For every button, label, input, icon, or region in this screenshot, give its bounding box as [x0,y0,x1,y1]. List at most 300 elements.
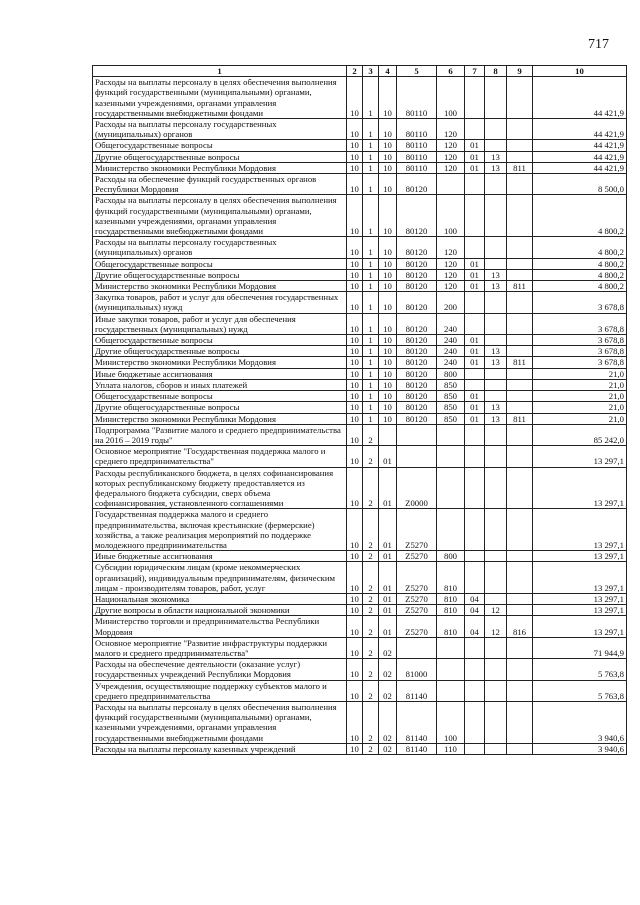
code-subsection-cell [485,637,507,658]
table-row [93,195,627,237]
code-direction-cell: 80120 [397,379,437,390]
code-subsection-cell: 13 [485,357,507,368]
code-program-cell: 10 [347,637,363,658]
code-section-cell [465,174,485,195]
code-subsection-cell [485,446,507,467]
code-subsection-cell [485,562,507,594]
code-section-cell [465,446,485,467]
code-subsection-cell: 13 [485,281,507,292]
code-subprogram-cell: 1 [363,413,379,424]
table-row [93,467,627,509]
code-subsection-cell [485,593,507,604]
code-program-cell: 10 [347,77,363,119]
code-expense-type-cell: 810 [437,593,465,604]
code-program-cell: 10 [347,391,363,402]
code-subsection-cell [485,292,507,313]
code-ministry-cell [507,637,533,658]
code-subprogram-cell: 2 [363,637,379,658]
table-row [93,402,627,413]
code-activity-cell: 01 [379,593,397,604]
code-expense-type-cell: 240 [437,335,465,346]
code-activity-cell: 01 [379,509,397,551]
code-expense-type-cell: 120 [437,119,465,140]
table-row [93,593,627,604]
code-direction-cell: 80120 [397,357,437,368]
code-ministry-cell [507,151,533,162]
code-subsection-cell [485,424,507,445]
code-expense-type-cell [437,446,465,467]
code-activity-cell: 10 [379,413,397,424]
code-activity-cell: 02 [379,701,397,743]
code-activity-cell: 10 [379,292,397,313]
code-activity-cell: 01 [379,562,397,594]
code-direction-cell: 81140 [397,680,437,701]
table-row [93,346,627,357]
code-activity-cell: 10 [379,391,397,402]
code-direction-cell: Z5270 [397,509,437,551]
code-program-cell: 10 [347,151,363,162]
code-section-cell [465,424,485,445]
code-ministry-cell [507,605,533,616]
code-ministry-cell [507,77,533,119]
code-activity-cell: 01 [379,616,397,637]
code-ministry-cell [507,258,533,269]
amount-cell: 4 800,2 [533,281,627,292]
code-direction-cell: 80120 [397,195,437,237]
code-direction-cell: 80110 [397,140,437,151]
code-ministry-cell [507,446,533,467]
code-section-cell: 01 [465,402,485,413]
code-ministry-cell [507,174,533,195]
code-ministry-cell [507,292,533,313]
code-expense-type-cell: 120 [437,151,465,162]
code-ministry-cell [507,140,533,151]
code-activity-cell: 10 [379,379,397,390]
code-program-cell: 10 [347,281,363,292]
row-name-cell: Общегосударственные вопросы [93,140,347,151]
code-ministry-cell [507,195,533,237]
code-ministry-cell [507,593,533,604]
code-section-cell [465,743,485,754]
table-row [93,77,627,119]
code-activity-cell: 02 [379,743,397,754]
code-expense-type-cell: 100 [437,701,465,743]
code-section-cell: 01 [465,140,485,151]
code-ministry-cell [507,659,533,680]
row-name-cell: Расходы республиканского бюджета, в целях софинансирования которых республиканскому бюджету предоставляется из федерального бюджета субсидии, сверх объема софинансирования, установленного соглашениями [93,467,347,509]
table-row [93,281,627,292]
row-name-cell: Другие общегосударственные вопросы [93,269,347,280]
code-direction-cell: Z5270 [397,593,437,604]
row-name-cell: Расходы на выплаты персоналу в целях обеспечения выполнения функций государственными (муниципальными) органами, казенными учреждениями, органами управления государственными внебюджетными фондами [93,77,347,119]
code-program-cell: 10 [347,593,363,604]
code-activity-cell: 10 [379,368,397,379]
code-direction-cell: Z0000 [397,467,437,509]
code-ministry-cell: 811 [507,357,533,368]
code-subprogram-cell: 2 [363,467,379,509]
code-expense-type-cell [437,424,465,445]
code-subprogram-cell: 2 [363,424,379,445]
code-subsection-cell [485,701,507,743]
code-direction-cell: 80110 [397,77,437,119]
table-row [93,562,627,594]
code-program-cell: 10 [347,701,363,743]
amount-cell: 3 678,8 [533,292,627,313]
code-ministry-cell [507,562,533,594]
code-ministry-cell [507,701,533,743]
code-direction-cell: Z5270 [397,616,437,637]
table-row [93,379,627,390]
code-direction-cell: 80120 [397,402,437,413]
table-row [93,368,627,379]
row-name-cell: Расходы на выплаты персоналу государственных (муниципальных) органов [93,119,347,140]
code-ministry-cell [507,680,533,701]
code-program-cell: 10 [347,368,363,379]
code-direction-cell: 80120 [397,313,437,334]
code-expense-type-cell: 100 [437,195,465,237]
table-row [93,701,627,743]
code-subsection-cell: 13 [485,151,507,162]
code-subprogram-cell: 1 [363,391,379,402]
amount-cell: 44 421,9 [533,162,627,173]
code-expense-type-cell [437,467,465,509]
code-activity-cell: 10 [379,151,397,162]
code-activity-cell: 10 [379,195,397,237]
code-subsection-cell [485,195,507,237]
amount-cell: 3 678,8 [533,357,627,368]
code-subprogram-cell: 1 [363,281,379,292]
code-ministry-cell [507,237,533,258]
code-subsection-cell [485,237,507,258]
code-subsection-cell [485,313,507,334]
code-expense-type-cell: 850 [437,413,465,424]
code-section-cell [465,237,485,258]
code-direction-cell: 81140 [397,743,437,754]
table-body [93,77,627,755]
code-expense-type-cell: 100 [437,77,465,119]
code-program-cell: 10 [347,467,363,509]
amount-cell: 44 421,9 [533,77,627,119]
table-row [93,140,627,151]
code-activity-cell: 10 [379,281,397,292]
code-subprogram-cell: 1 [363,237,379,258]
code-direction-cell [397,446,437,467]
table-row [93,357,627,368]
code-section-cell: 01 [465,346,485,357]
code-ministry-cell [507,368,533,379]
code-direction-cell: Z5270 [397,605,437,616]
code-activity-cell: 10 [379,237,397,258]
code-subsection-cell: 12 [485,616,507,637]
amount-cell: 13 297,1 [533,562,627,594]
code-section-cell [465,637,485,658]
table-row [93,258,627,269]
amount-cell: 4 800,2 [533,258,627,269]
row-name-cell: Министерство экономики Республики Мордовия [93,357,347,368]
table-row [93,743,627,754]
row-name-cell: Расходы на обеспечение функций государственных органов Республики Мордовия [93,174,347,195]
code-expense-type-cell: 120 [437,237,465,258]
row-name-cell: Другие общегосударственные вопросы [93,402,347,413]
table-row [93,151,627,162]
code-subprogram-cell: 1 [363,162,379,173]
amount-cell: 13 297,1 [533,605,627,616]
code-activity-cell: 10 [379,313,397,334]
row-name-cell: Основное мероприятие "Развитие инфраструктуры поддержки малого и среднего предпринимательства" [93,637,347,658]
code-ministry-cell [507,551,533,562]
row-name-cell: Учреждения, осуществляющие поддержку субъектов малого и среднего предпринимательства [93,680,347,701]
code-ministry-cell [507,335,533,346]
code-section-cell: 01 [465,357,485,368]
code-ministry-cell [507,424,533,445]
row-name-cell: Иные бюджетные ассигнования [93,368,347,379]
row-name-cell: Расходы на обеспечение деятельности (оказание услуг) государственных учреждений Республики Мордовия [93,659,347,680]
code-program-cell: 10 [347,140,363,151]
code-ministry-cell: 816 [507,616,533,637]
table-row [93,551,627,562]
code-section-cell: 04 [465,605,485,616]
table-row [93,680,627,701]
code-program-cell: 10 [347,413,363,424]
code-subsection-cell [485,509,507,551]
code-activity-cell: 10 [379,335,397,346]
code-section-cell [465,379,485,390]
table-row [93,269,627,280]
amount-cell: 4 800,2 [533,195,627,237]
code-subsection-cell [485,258,507,269]
code-section-cell: 01 [465,258,485,269]
code-activity-cell: 01 [379,446,397,467]
code-subprogram-cell: 2 [363,743,379,754]
code-ministry-cell [507,119,533,140]
code-program-cell: 10 [347,195,363,237]
code-expense-type-cell: 120 [437,162,465,173]
code-direction-cell: 80120 [397,413,437,424]
code-ministry-cell [507,391,533,402]
code-subprogram-cell: 2 [363,616,379,637]
code-expense-type-cell [437,680,465,701]
code-subprogram-cell: 2 [363,551,379,562]
code-ministry-cell [507,346,533,357]
header-cell: 3 [363,66,379,77]
code-subprogram-cell: 1 [363,402,379,413]
code-activity-cell: 10 [379,77,397,119]
code-direction-cell: 80110 [397,119,437,140]
table-row [93,391,627,402]
code-subsection-cell: 13 [485,269,507,280]
code-section-cell [465,659,485,680]
code-program-cell: 10 [347,509,363,551]
code-expense-type-cell: 110 [437,743,465,754]
code-program-cell: 10 [347,258,363,269]
code-subprogram-cell: 2 [363,659,379,680]
code-activity-cell: 02 [379,680,397,701]
header-cell: 8 [485,66,507,77]
code-subsection-cell [485,743,507,754]
row-name-cell: Основное мероприятие "Государственная поддержка малого и среднего предпринимательства" [93,446,347,467]
code-expense-type-cell: 120 [437,281,465,292]
table-row [93,335,627,346]
row-name-cell: Субсидии юридическим лицам (кроме некоммерческих организаций), индивидуальным предпринимателям, физическим лицам - производителям товаров, работ, услуг [93,562,347,594]
code-direction-cell: 80120 [397,391,437,402]
code-section-cell: 01 [465,151,485,162]
code-program-cell: 10 [347,551,363,562]
amount-cell: 3 940,6 [533,743,627,754]
code-subprogram-cell: 1 [363,269,379,280]
amount-cell: 13 297,1 [533,467,627,509]
code-subprogram-cell: 1 [363,77,379,119]
code-subprogram-cell: 1 [363,174,379,195]
amount-cell: 13 297,1 [533,616,627,637]
row-name-cell: Общегосударственные вопросы [93,258,347,269]
amount-cell: 5 763,8 [533,659,627,680]
code-ministry-cell [507,402,533,413]
code-program-cell: 10 [347,119,363,140]
code-ministry-cell [507,467,533,509]
code-activity-cell: 01 [379,605,397,616]
row-name-cell: Расходы на выплаты персоналу казенных учреждений [93,743,347,754]
amount-cell: 13 297,1 [533,593,627,604]
code-direction-cell: 80120 [397,292,437,313]
table-row [93,119,627,140]
code-direction-cell: 80120 [397,335,437,346]
code-subsection-cell [485,77,507,119]
table-row [93,313,627,334]
amount-cell: 13 297,1 [533,446,627,467]
code-subprogram-cell: 2 [363,593,379,604]
code-activity-cell: 10 [379,357,397,368]
code-expense-type-cell: 240 [437,313,465,334]
code-program-cell: 10 [347,743,363,754]
amount-cell: 13 297,1 [533,551,627,562]
code-section-cell: 04 [465,616,485,637]
code-subprogram-cell: 1 [363,119,379,140]
code-program-cell: 10 [347,174,363,195]
code-section-cell: 01 [465,269,485,280]
code-expense-type-cell [437,659,465,680]
amount-cell: 21,0 [533,413,627,424]
table-row [93,659,627,680]
code-subsection-cell [485,659,507,680]
code-subsection-cell [485,174,507,195]
code-section-cell: 01 [465,391,485,402]
code-subsection-cell [485,551,507,562]
code-expense-type-cell [437,637,465,658]
row-name-cell: Расходы на выплаты персоналу в целях обеспечения выполнения функций государственными (муниципальными) органами, казенными учреждениями, органами управления государственными внебюджетными фондами [93,701,347,743]
code-expense-type-cell: 240 [437,357,465,368]
row-name-cell: Уплата налогов, сборов и иных платежей [93,379,347,390]
code-activity-cell: 10 [379,346,397,357]
amount-cell: 3 678,8 [533,313,627,334]
code-subsection-cell [485,335,507,346]
header-cell: 4 [379,66,397,77]
header-cell: 6 [437,66,465,77]
code-section-cell [465,701,485,743]
code-program-cell: 10 [347,237,363,258]
code-ministry-cell: 811 [507,162,533,173]
code-activity-cell: 02 [379,637,397,658]
amount-cell: 3 678,8 [533,346,627,357]
code-expense-type-cell: 120 [437,258,465,269]
code-subprogram-cell: 1 [363,195,379,237]
code-subprogram-cell: 2 [363,701,379,743]
code-subprogram-cell: 2 [363,605,379,616]
table-row [93,413,627,424]
amount-cell: 5 763,8 [533,680,627,701]
code-program-cell: 10 [347,269,363,280]
code-activity-cell: 10 [379,269,397,280]
code-ministry-cell [507,379,533,390]
code-subprogram-cell: 1 [363,258,379,269]
code-section-cell [465,562,485,594]
code-section-cell [465,680,485,701]
code-activity-cell [379,424,397,445]
code-subprogram-cell: 1 [363,292,379,313]
row-name-cell: Иные бюджетные ассигнования [93,551,347,562]
code-section-cell [465,368,485,379]
code-direction-cell: 80110 [397,151,437,162]
amount-cell: 21,0 [533,379,627,390]
code-expense-type-cell: 810 [437,605,465,616]
amount-cell: 13 297,1 [533,509,627,551]
row-name-cell: Министерство торговли и предпринимательства Республики Мордовия [93,616,347,637]
row-name-cell: Подпрограмма "Развитие малого и среднего предпринимательства на 2016 – 2019 годы" [93,424,347,445]
header-row [93,66,627,77]
code-subprogram-cell: 1 [363,379,379,390]
code-section-cell [465,292,485,313]
row-name-cell: Закупка товаров, работ и услуг для обеспечения государственных (муниципальных) нужд [93,292,347,313]
row-name-cell: Другие общегосударственные вопросы [93,151,347,162]
code-section-cell: 01 [465,281,485,292]
amount-cell: 85 242,0 [533,424,627,445]
code-ministry-cell [507,743,533,754]
code-activity-cell: 10 [379,119,397,140]
code-direction-cell: 80120 [397,346,437,357]
code-expense-type-cell: 850 [437,379,465,390]
header-cell: 1 [93,66,347,77]
row-name-cell: Общегосударственные вопросы [93,335,347,346]
code-subprogram-cell: 1 [363,357,379,368]
code-subsection-cell [485,680,507,701]
row-name-cell: Государственная поддержка малого и среднего предпринимательства, включая крестьянские (фермерские) хозяйства, а также реализация мероприятий по поддержке молодежного предпринимательства [93,509,347,551]
code-expense-type-cell [437,174,465,195]
code-expense-type-cell: 240 [437,346,465,357]
code-subsection-cell: 13 [485,162,507,173]
code-expense-type-cell: 120 [437,140,465,151]
code-program-cell: 10 [347,357,363,368]
row-name-cell: Общегосударственные вопросы [93,391,347,402]
page-number: 717 [588,37,609,52]
code-program-cell: 10 [347,346,363,357]
code-activity-cell: 02 [379,659,397,680]
code-direction-cell: 80120 [397,237,437,258]
code-section-cell: 04 [465,593,485,604]
code-subsection-cell: 12 [485,605,507,616]
code-subsection-cell [485,379,507,390]
code-activity-cell: 10 [379,258,397,269]
table-row [93,616,627,637]
code-section-cell [465,119,485,140]
code-subprogram-cell: 1 [363,151,379,162]
table-row [93,174,627,195]
amount-cell: 44 421,9 [533,119,627,140]
code-direction-cell: Z5270 [397,562,437,594]
code-expense-type-cell: 800 [437,368,465,379]
header-cell: 10 [533,66,627,77]
code-ministry-cell: 811 [507,281,533,292]
code-expense-type-cell: 120 [437,269,465,280]
code-direction-cell: 81000 [397,659,437,680]
